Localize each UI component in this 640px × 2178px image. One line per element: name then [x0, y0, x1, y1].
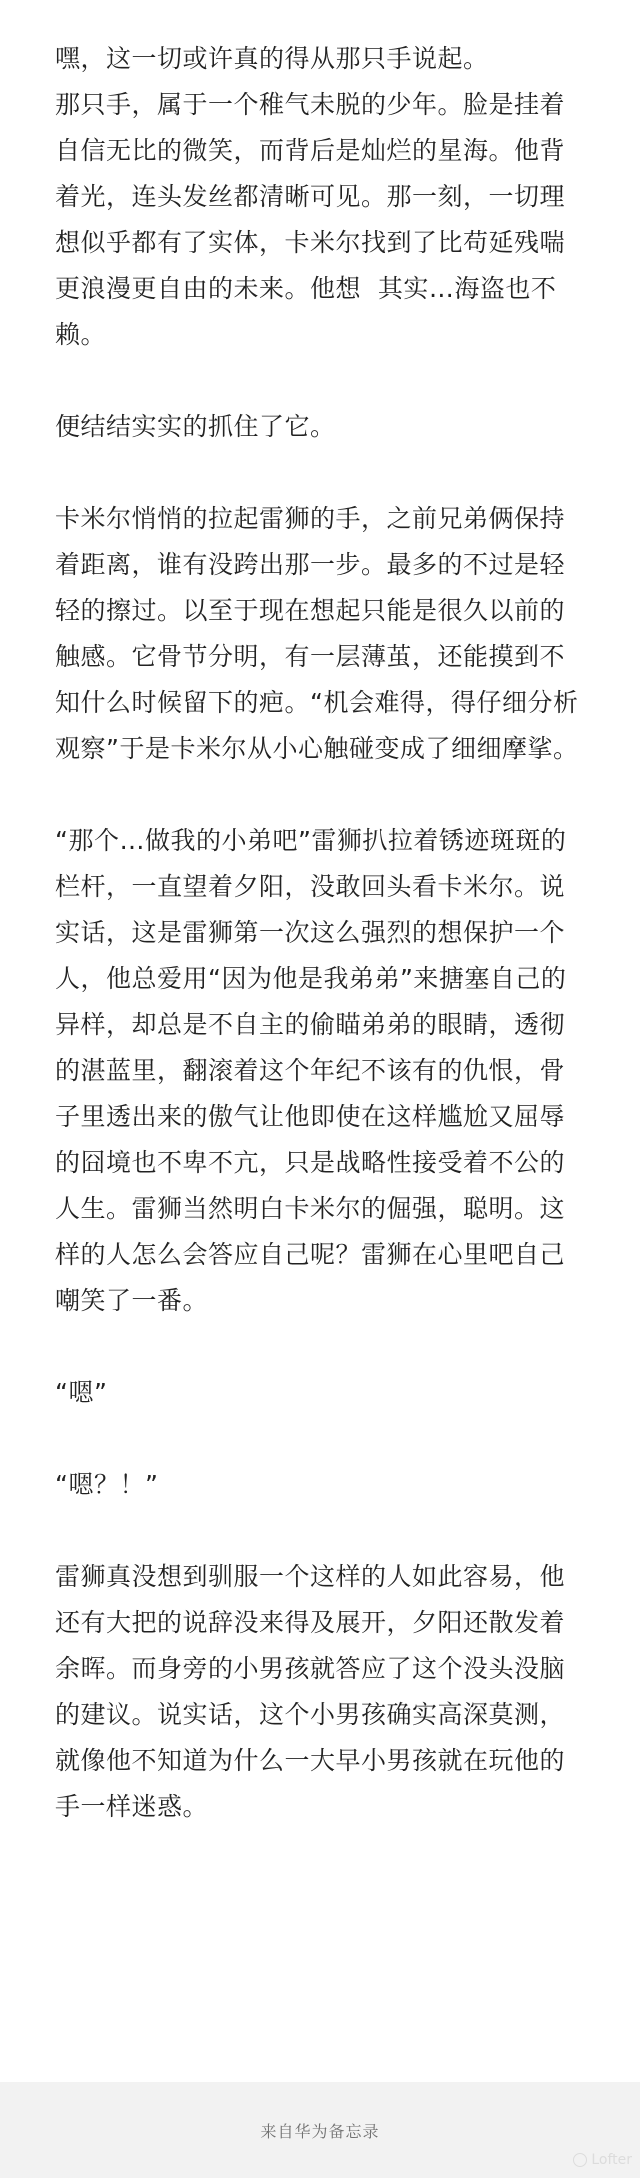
paragraph-4: “那个…做我的小弟吧”雷狮扒拉着锈迹斑斑的栏杆，一直望着夕阳，没敢回头看卡米尔。说实话，这是雷狮第一次这么强烈的想保护一个人，他总爱用“因为他是我弟弟”来搪塞自己的异样，却总是不自主的偷瞄弟弟的眼睛，透彻的湛蓝里，翻滚着这个年纪不该有的仇恨，骨子里透出来的傲气让他即使在这样尴尬又屈辱的囧境也不卑不亢，只是战略性接受着不公的人生。雷狮当然明白卡米尔的倔强，聪明。这样的人怎么会答应自己呢？雷狮在心里吧自己嘲笑了一番。 — [55, 826, 567, 1315]
paragraph-1: 嘿，这一切或许真的得从那只手说起。 那只手，属于一个稚气未脱的少年。脸是挂着自信无比的微笑，而背后是灿烂的星海。他背着光，连头发丝都清晰可见。那一刻，一切理想似乎都有了实体，卡米尔找到了比苟延残喘更浪漫更自由的未来。他想 其实…海盗也不赖。 — [55, 44, 566, 349]
memo-footer — [0, 2082, 640, 2178]
paragraph-gap — [55, 358, 588, 404]
paragraph-5: “嗯” — [55, 1378, 108, 1407]
paragraph-3: 卡米尔悄悄的拉起雷狮的手，之前兄弟俩保持着距离，谁有没跨出那一步。最多的不过是轻轻的擦过。以至于现在想起只能是很久以前的触感。它骨节分明，有一层薄茧，还能摸到不知什么时候留下的疤。“机会难得，得仔细分析观察”于是卡米尔从小心触碰变成了细细摩挲。 — [55, 504, 579, 763]
paragraph-2: 便结结实实的抓住了它。 — [55, 412, 336, 441]
paragraph-7: 雷狮真没想到驯服一个这样的人如此容易，他还有大把的说辞没来得及展开，夕阳还散发着余晖。而身旁的小男孩就答应了这个没头没脑的建议。说实话，这个小男孩确实高深莫测，就像他不知道为什么一大早小男孩就在玩他的手一样迷惑。 — [55, 1562, 566, 1821]
paragraph-gap — [55, 1324, 588, 1370]
watermark — [573, 2152, 632, 2168]
source-label: 来自华为备忘录 — [260, 2121, 380, 2141]
paragraph-gap — [55, 450, 588, 496]
paragraph-gap — [55, 1508, 588, 1554]
watermark-icon — [573, 2153, 587, 2167]
paragraph-6: “嗯？！” — [55, 1470, 159, 1499]
paragraph-gap — [55, 772, 588, 818]
watermark-text: Lofter — [591, 2152, 632, 2168]
paragraph-gap — [55, 1416, 588, 1462]
